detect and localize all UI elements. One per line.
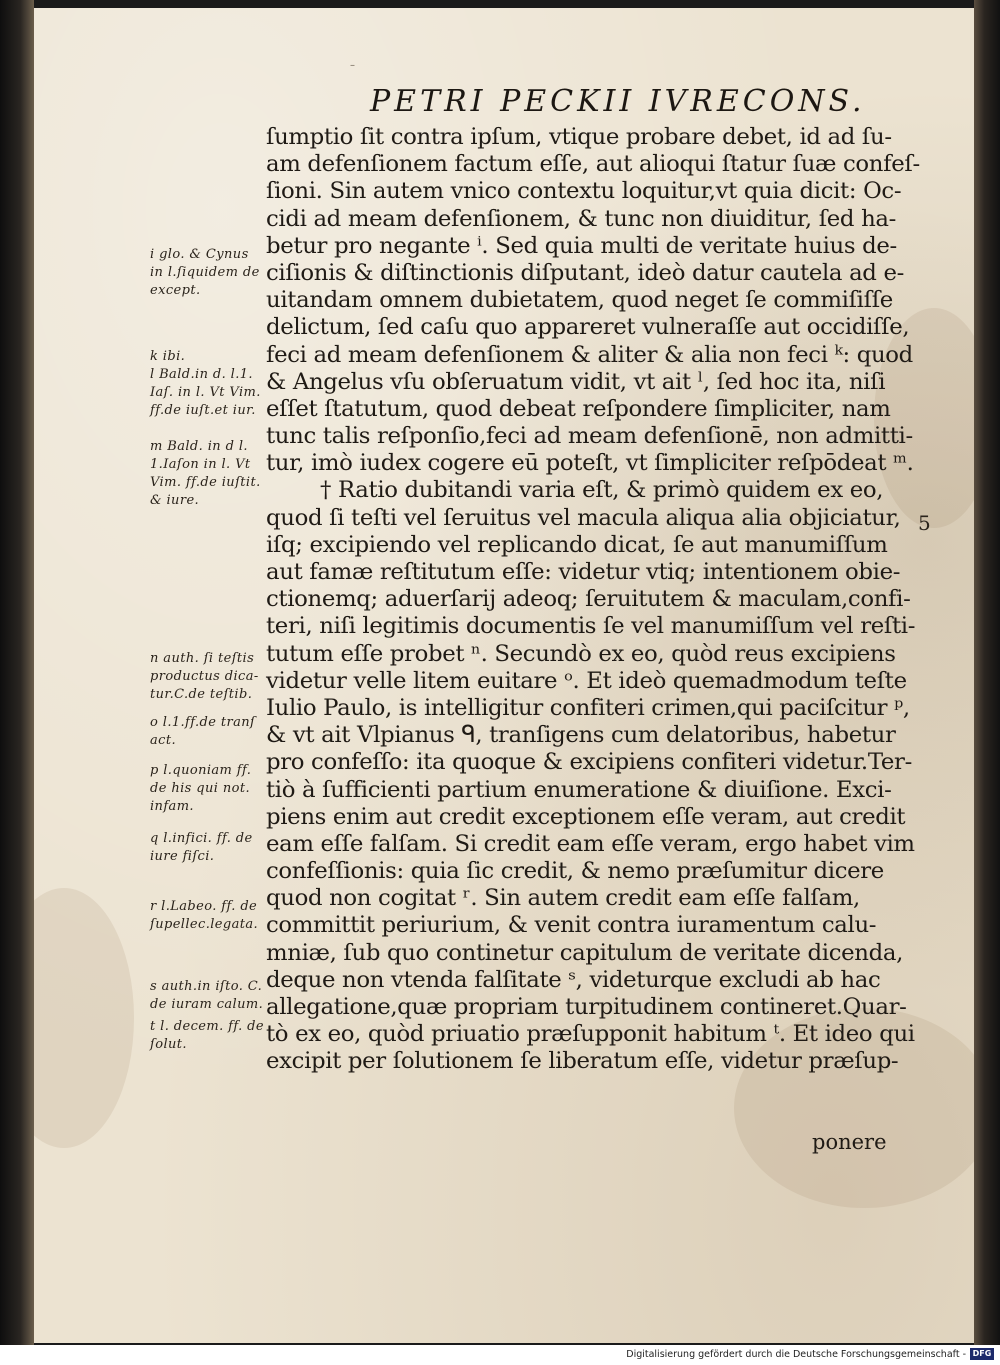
marginal-note-s: [150, 978, 263, 1014]
text-line: aut famæ reſtitutum eſſe: videtur vtiq; intentionem obie-: [266, 559, 901, 585]
paper-stain: [34, 888, 134, 1148]
text-line: tunc talis reſponſio,feci ad meam defenſionē, non admitti-: [266, 423, 913, 450]
text-line: tò ex eo, quòd priuatio præſupponit habitum ᵗ. Et ideo qui: [266, 1021, 915, 1048]
marginal-note-r: [150, 898, 258, 934]
text-line: eam eſſe falſam. Si credit eam eſſe veram, ergo habet vim: [266, 830, 915, 857]
marginal-note-line: in l.ſiquidem de: [150, 265, 260, 280]
marginal-note-line: productus dica-: [150, 669, 259, 684]
text-line: confeſſionis: quia ſic credit, & nemo præſumitur dicere: [266, 858, 884, 885]
text-line: betur pro negante ⁱ. Sed quia multi de veritate huius de-: [266, 232, 897, 259]
text-line: ſumptio ſit contra ipſum, vtique probare debet, id ad ſu-: [266, 124, 892, 150]
text-line: excipit per ſolutionem ſe liberatum eſſe, videtur præſup-: [266, 1048, 899, 1075]
marginal-note-line: iure fiſci.: [150, 849, 215, 864]
text-line: ſioni. Sin autem vnico contextu loquitur,vt quia dicit: Oc-: [266, 178, 902, 205]
scan-right-edge: [974, 0, 1000, 1345]
marginal-note-line: de his qui not.: [150, 781, 251, 796]
marginal-note-line: ſolut.: [150, 1037, 187, 1052]
text-line: tiò à ſufficienti partium enumeratione & diuiſione. Exci-: [266, 776, 892, 803]
text-line: teri, niſi legitimis documentis ſe vel manumiſſum vel reſti-: [266, 613, 916, 640]
text-line: cidi ad meam defenſionem, & tunc non diuiditur, ſed ha-: [266, 205, 896, 232]
marginal-note-line: l Bald.in d. l.1.: [150, 367, 253, 382]
section-number: 5: [918, 511, 931, 535]
text-line: committit periurium, & venit contra iuramentum calu-: [266, 912, 877, 939]
text-line: & vt ait Vlpianus ᑫ, tranſigens cum delatoribus, habetur: [266, 722, 896, 749]
marginal-note-line: except.: [150, 283, 201, 298]
marginal-note-line: Iaſ. in l. Vt Vim.: [150, 385, 261, 400]
running-head: PETRI PECKII IVRECONS.: [370, 84, 866, 119]
marginal-note-line: t l. decem. ff. de: [150, 1019, 264, 1034]
marginal-note-o: [150, 714, 255, 750]
marginal-note-line: m Bald. in d l.: [150, 439, 248, 454]
marginal-note-k: [150, 348, 185, 366]
marginal-note-line: p l.quoniam ff.: [150, 763, 252, 778]
marginal-note-line: Vim. ff.de iuſtit.: [150, 475, 261, 490]
marginal-note-q: [150, 830, 253, 866]
marginal-note-l: [150, 366, 261, 420]
marginal-note-line: r l.Labeo. ff. de: [150, 899, 258, 914]
text-line: & Angelus vſu obſeruatum vidit, vt ait ˡ, ſed hoc ita, niſi: [266, 368, 886, 395]
body-text: [266, 124, 926, 1076]
text-line: † Ratio dubitandi varia eſt, & primò quidem ex eo,: [320, 477, 884, 504]
text-line: delictum, ſed caſu quo appareret vulneraſſe aut occidiſſe,: [266, 314, 910, 341]
marginal-note-m: [150, 438, 261, 510]
marginal-note-line: de iuram calum.: [150, 997, 264, 1012]
text-line: ciſionis & diſtinctionis diſputant, ideò datur cautela ad e-: [266, 259, 904, 286]
text-line: quod non cogitat ʳ. Sin autem credit eam eſſe falſam,: [266, 885, 860, 912]
text-line: videtur velle litem euitare ᵒ. Et ideò quemadmodum teſte: [266, 667, 907, 694]
marginal-note-line: q l.infici. ff. de: [150, 831, 253, 846]
marginal-note-line: s auth.in iſto. C.: [150, 979, 263, 994]
text-line: Iulio Paulo, is intelligitur confiteri crimen,qui paciſcitur ᵖ,: [266, 694, 910, 721]
text-line: uitandam omnem dubietatem, quod neget ſe commiſiſſe: [266, 287, 893, 314]
marginal-note-line: 1.Iaſon in l. Vt: [150, 457, 251, 472]
text-line: mniæ, ſub quo continetur capitulum de veritate dicenda,: [266, 939, 903, 966]
funding-credit: Digitalisierung gefördert durch die Deutsche Forschungsgemeinschaft -: [626, 1349, 966, 1360]
marginal-note-line: infam.: [150, 799, 194, 814]
marginal-note-t: [150, 1018, 264, 1054]
text-line: tutum eſſe probet ⁿ. Secundò ex eo, quòd reus excipiens: [266, 640, 896, 667]
text-line: quod ſi teſti vel ſeruitus vel macula aliqua alia objiciatur,: [266, 504, 901, 531]
text-line: feci ad meam defenſionem & aliter & alia non feci ᵏ: quod: [266, 341, 913, 368]
marginal-note-i: [150, 246, 260, 300]
marginal-note-n: [150, 650, 259, 704]
text-line: pro confeſſo: ita quoque & excipiens confiteri videtur.Ter-: [266, 749, 912, 776]
text-line: allegatione,quæ propriam turpitudinem contineret.Quar-: [266, 994, 907, 1020]
marginal-note-line: n auth. ſi teſtis: [150, 651, 255, 666]
text-line: iſq; excipiendo vel replicando dicat, ſe aut manumiſſum: [266, 531, 888, 558]
marginal-note-line: i glo. & Cynus: [150, 247, 249, 262]
marginal-note-p: [150, 762, 251, 816]
marginal-note-line: act.: [150, 733, 176, 748]
text-line: eſſet ſtatutum, quod debeat reſpondere ſimpliciter, nam: [266, 395, 891, 422]
scan-left-edge: [0, 0, 34, 1345]
text-line: am defenſionem factum eſſe, aut alioqui ſtatur ſuæ confeſ-: [266, 151, 920, 178]
marginal-note-line: & iure.: [150, 493, 200, 508]
text-line: tur, imò iudex cogere eū poteſt, vt ſimpliciter reſpōdeat ᵐ.: [266, 450, 914, 477]
text-line: ctionemq; aduerſarij adeoq; ſeruitutem & maculam,confi-: [266, 586, 911, 613]
text-line: deque non vtenda falſitate ˢ, videturque excludi ab hac: [266, 966, 881, 993]
dfg-logo-icon: DFG: [970, 1348, 994, 1360]
marginal-note-line: o l.1.ff.de tranſ: [150, 715, 256, 730]
marginal-note-line: ff.de iuſt.et iur.: [150, 403, 256, 418]
text-line: piens enim aut credit exceptionem eſſe veram, aut credit: [266, 803, 906, 830]
marginal-note-line: k ibi.: [150, 349, 186, 364]
signature-mark: –: [350, 60, 355, 71]
marginal-note-line: ſupellec.legata.: [150, 917, 259, 932]
catchword: ponere: [812, 1130, 887, 1154]
marginal-note-line: tur.C.de teſtib.: [150, 687, 253, 702]
